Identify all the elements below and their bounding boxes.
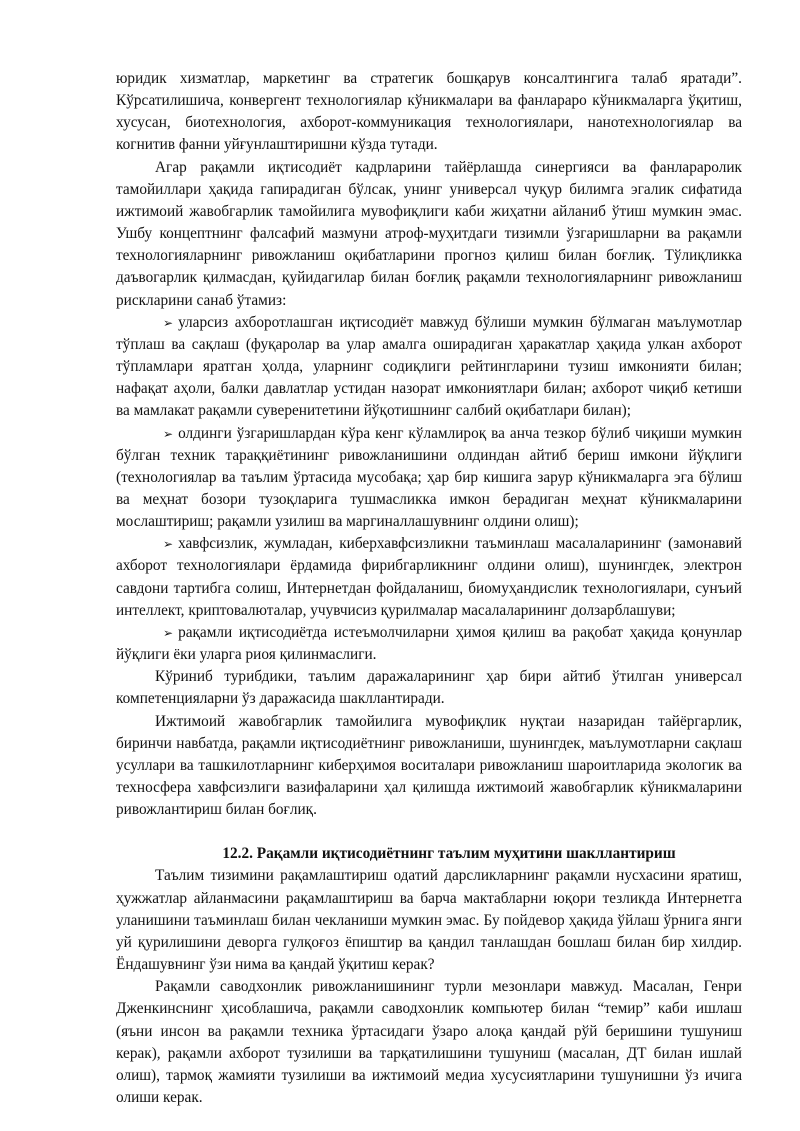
arrow-bullet-icon: ➢: [163, 537, 174, 552]
bullet-text: уларсиз ахборотлашган иқтисодиёт мавжуд бўлиши мумкин бўлмаган маълумотлар тўплаш ва сақлаш (фуқаролар ва улар амалга оширадиган ҳаракатлар ҳақида улкан ахборот тўпламлари яратган ҳолда, уларнинг содиқлиги рейтингларини тузиш имконияти билан; нафақат аҳоли, балки давлатлар устидан назорат имкониятлари билан; ахборот чиқиб кетиши ва мамлакат рақамли суверенитетини йўқотишнинг салбий оқибатлари билан);: [116, 313, 742, 420]
paragraph-digital-literacy: Рақамли саводхонлик ривожланишининг турли мезонлари мавжуд. Масалан, Генри Дженкинснинг ҳисоблашича, рақамли саводхонлик компьютер билан “темир” каби ишлаш (яъни инсон ва рақамли техника ўртасидаги ўзаро алоқа қандай рўй беришини тушуниш керак), рақамли ахборот тузилиши ва тарқатилишини тушуниш (масалан, ДТ билан ишлай олиш), тармоқ жамияти тузилиши ва ижтимоий медиа хусусиятларини тушунишни ўз ичига олиши керак.: [116, 978, 742, 1107]
paragraph-social-responsibility: Ижтимоий жавобгарлик тамойилига мувофиқлик нуқтаи назаридан тайёргарлик, биринчи навбатда, рақамли иқтисодиётнинг ривожланиши, шунингдек, маълумотларни сақлаш усуллари ва ташкилотларнинг киберҳимоя воситалари ривожланиш шароитларида экологик ва техносфера хавфсизлиги вазифаларини ҳал қилишда ижтимоий жавобгарлик кўникмаларини ривожлантириш билан боғлиқ.: [116, 712, 742, 819]
bullet-text: хавфсизлик, жумладан, киберхавфсизликни таъминлаш масалаларининг (замонавий ахборот технологиялари ёрдамида фирибгарликнинг олдини олиш), шунингдек, электрон савдони тартибга солиш, Интернетдан фойдаланиш, биомуҳандислик технологиялари, сунъий интеллект, криптовалюталар, учувчисиз қурилмалар масалаларининг долзарблашуви;: [116, 535, 742, 619]
bullet-item-consumer-protection: [116, 622, 742, 666]
document-page: [116, 68, 742, 1109]
paragraph-continuation: юридик хизматлар, маркетинг ва стратегик бошқарув консалтингига талаб яратади”. Кўрсатилишича, конвергент технологиялар кўникмалари ва фанлараро кўникмаларга ўқитиш, хусусан, биотехнология, ахборот-коммуникация технологиялари, нанотехнологиялар ва когнитив фанни уйғунлаштиришни кўзда тутади.: [116, 70, 742, 154]
bullet-text: олдинги ўзгаришлардан кўра кенг кўламлироқ ва анча тезкор бўлиб чиқиши мумкин бўлган техник тараққиётининг ривожланишини олдиндан айтиб бериш имкони йўқлиги (технологиялар ва таълим ўртасида мусобақа; ҳар бир кишига зарур кўникмаларга эга бўлиш ва меҳнат бозори тузоқларига тушмасликка имкон берадиган меҳнат кўникмаларини мослаштириш; рақамли узилиш ва маргиналлашувнинг олдини олиш);: [116, 424, 742, 531]
bullet-text: рақамли иқтисодиётда истеъмолчиларни ҳимоя қилиш ва рақобат ҳақида қонунлар йўқлиги ёки уларга риоя қилинмаслиги.: [116, 623, 742, 664]
bullet-item-tech-progress: [116, 423, 742, 534]
bullet-item-data-storage: [116, 312, 742, 423]
bullet-item-security: [116, 533, 742, 622]
paragraph-synergy: Агар рақамли иқтисодиёт кадрларини тайёрлашда синергияси ва фанлараролик тамойиллари ҳақида гапирадиган бўлсак, унинг универсал чуқур билимга эгалик сифатида ижтимоий жавобгарлик тамойилига мувофиқлиги каби жиҳатни айланиб ўтиш мумкин эмас. Ушбу концептнинг фалсафий мазмуни атроф-муҳитдаги тизимли ўзгаришларни ва рақамли технологияларнинг ривожланиш оқибатларини прогноз қилиш билан боғлиқ. Тўлиқликка даъвогарлик қилмасдан, қуйидагилар билан боғлиқ рақамли технологияларнинг ривожланиш рискларини санаб ўтамиз:: [116, 158, 742, 309]
arrow-bullet-icon: ➢: [163, 426, 174, 441]
arrow-bullet-icon: ➢: [163, 625, 174, 640]
paragraph-competencies: Кўриниб турибдики, таълим даражаларининг ҳар бири айтиб ўтилган универсал компетенцияларни ўз даражасида шакллантиради.: [116, 668, 742, 708]
arrow-bullet-icon: ➢: [163, 315, 174, 330]
section-heading: 12.2. Рақамли иқтисодиётнинг таълим муҳитини шакллантириш: [222, 845, 676, 863]
paragraph-digitalization: Таълим тизимини рақамлаштириш одатий дарсликларнинг рақамли нусхасини яратиш, ҳужжатлар айланмасини рақамлаштириш ва барча мактабларни юқори тезликда Интернетга уланишини таъминлаш билан чекланиши мумкин эмас. Бу пойдевор ҳақида ўйлаш ўрнига янги уй қурилишини деворга гулқоғоз ёпиштир ва қандил танлашдан бошлаш билан бир хилдир. Ёндашувнинг ўзи нима ва қандай ўқитиш керак?: [116, 867, 742, 974]
